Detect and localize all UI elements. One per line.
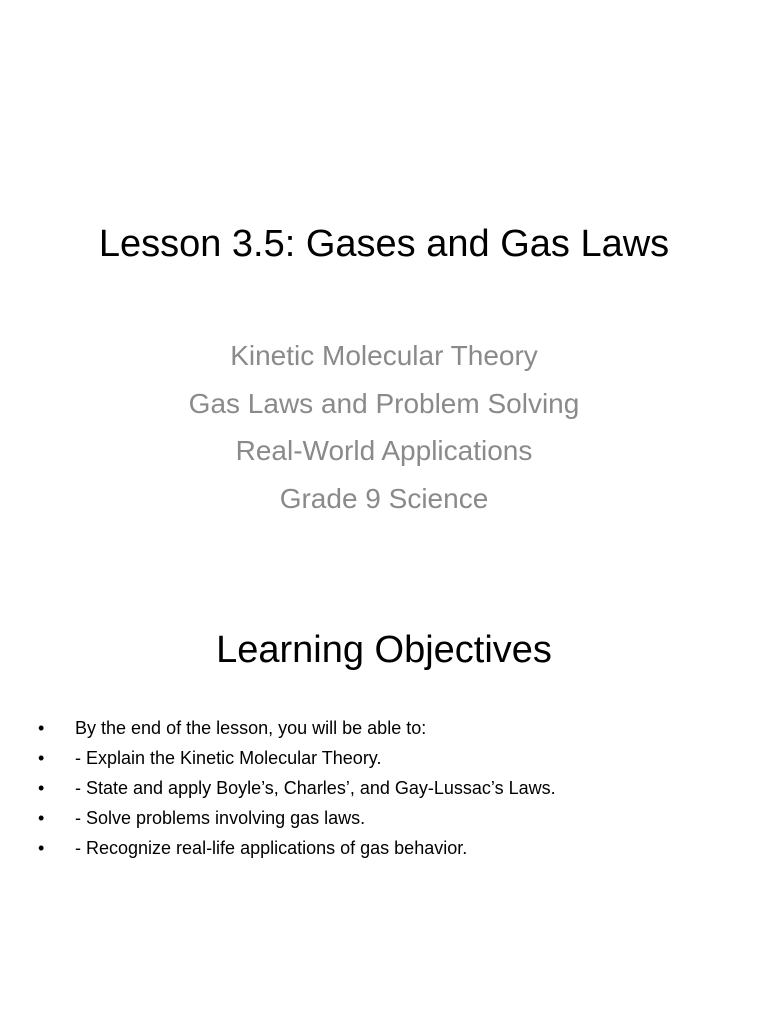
subtitle-line: Gas Laws and Problem Solving: [188, 387, 580, 419]
bullet-icon: •: [38, 718, 45, 738]
list-item: [38, 713, 728, 743]
objectives-title: Learning Objectives: [216, 629, 552, 671]
bullet-icon: •: [38, 778, 45, 798]
list-item: [38, 773, 728, 803]
objective-text: By the end of the lesson, you will be able to:: [75, 718, 427, 738]
objective-text: - Explain the Kinetic Molecular Theory.: [75, 748, 382, 768]
objective-text: - State and apply Boyle’s, Charles’, and Gay-Lussac’s Laws.: [75, 778, 556, 798]
subtitle-line: Real-World Applications: [235, 435, 533, 466]
lesson-title: Lesson 3.5: Gases and Gas Laws: [98, 223, 670, 265]
objectives-slide: [0, 576, 768, 1024]
objectives-list: [38, 713, 728, 863]
bullet-icon: •: [38, 808, 45, 828]
subtitle-line: Grade 9 Science: [279, 482, 489, 514]
list-item: [38, 803, 728, 833]
subtitle-line: Kinetic Molecular Theory: [230, 340, 538, 371]
bullet-icon: •: [38, 748, 45, 768]
objective-text: - Solve problems involving gas laws.: [75, 808, 366, 828]
list-item: [38, 833, 728, 863]
list-item: [38, 743, 728, 773]
objective-text: - Recognize real-life applications of gas behavior.: [75, 838, 468, 858]
bullet-icon: •: [38, 838, 45, 858]
lesson-subtitle: [0, 332, 768, 522]
